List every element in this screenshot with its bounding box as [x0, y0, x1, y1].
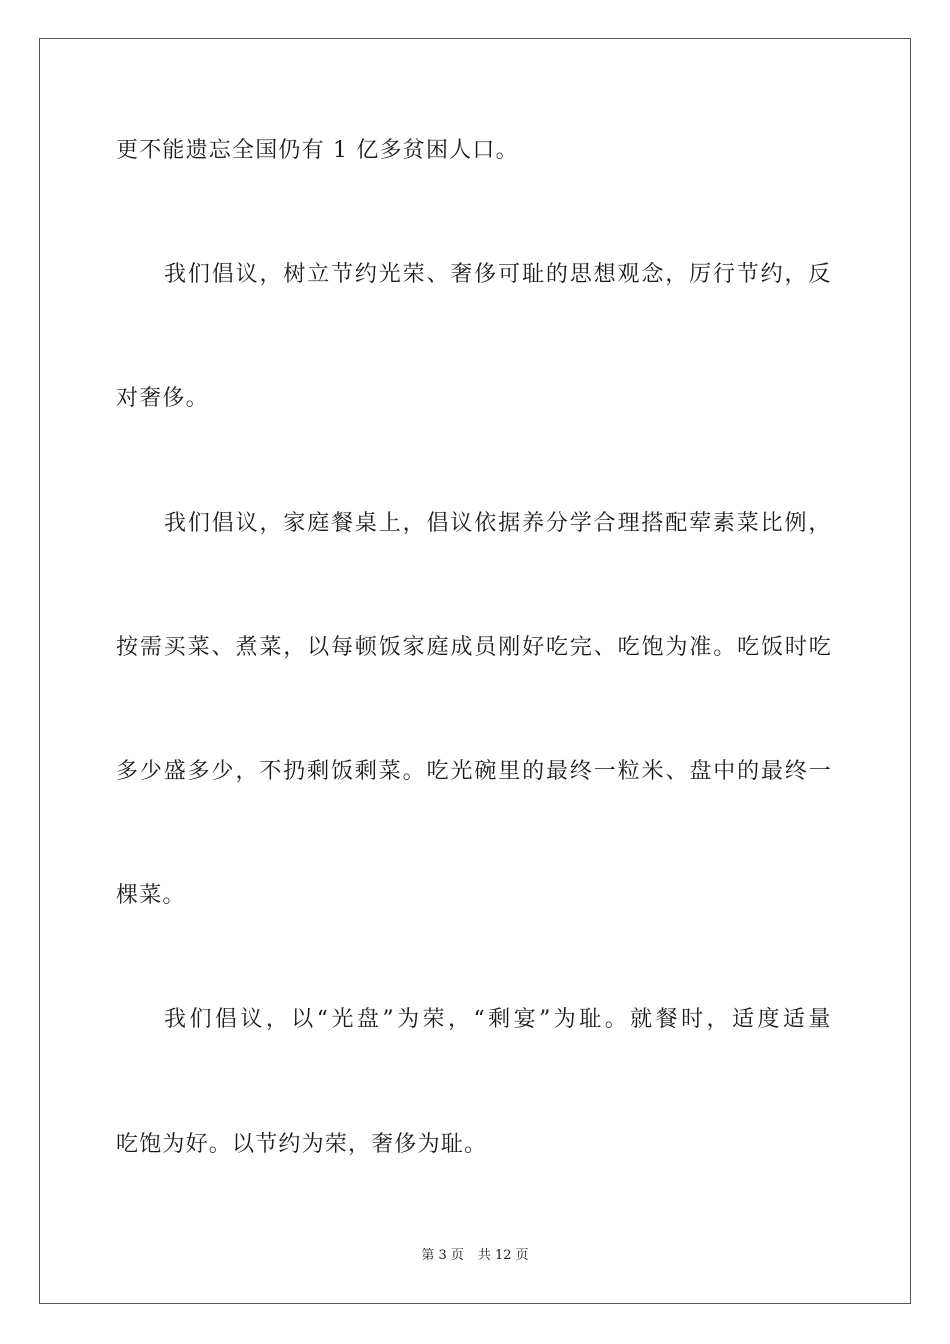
paragraph-first-line: 我们倡议，以“光盘”为荣，“剩宴”为耻。就餐时，适度适量	[164, 1007, 834, 1032]
body-text-line: 吃饱为好。以节约为荣，奢侈为耻。	[116, 1132, 488, 1157]
body-text-line: 按需买菜、煮菜，以每顿饭家庭成员刚好吃完、吃饱为准。吃饭时吃	[116, 635, 833, 660]
page-footer	[0, 1247, 950, 1265]
body-text-line: 棵菜。	[116, 883, 186, 908]
body-text-line: 多少盛多少，不扔剩饭剩菜。吃光碗里的最终一粒米、盘中的最终一	[116, 759, 833, 784]
body-text-line: 更不能遗忘全国仍有 1 亿多贫困人口。	[116, 138, 519, 163]
page-total: 共 12 页	[477, 1248, 529, 1263]
paragraph-first-line: 我们倡议，家庭餐桌上，倡议依据养分学合理搭配荤素菜比例，	[164, 511, 833, 536]
body-text-line: 对奢侈。	[116, 386, 209, 411]
paragraph-first-line: 我们倡议，树立节约光荣、奢侈可耻的思想观念，厉行节约，反	[164, 262, 833, 287]
page-number: 第 3 页	[421, 1248, 464, 1263]
page-frame	[39, 38, 911, 1304]
